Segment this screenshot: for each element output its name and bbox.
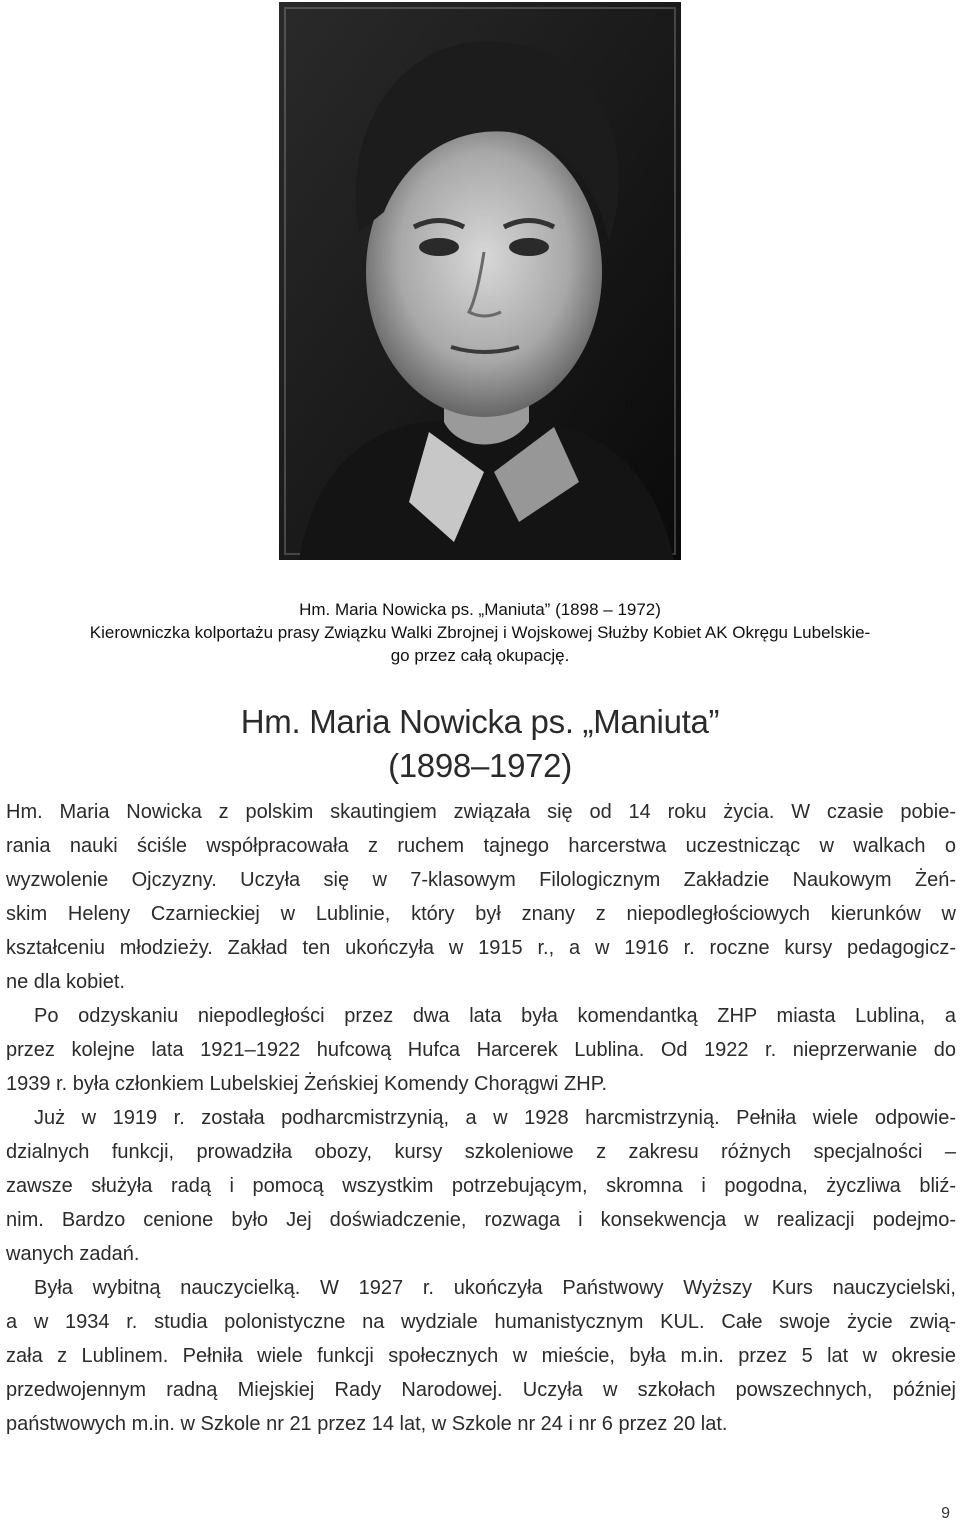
- body-line: zawsze służyła radą i pomocą wszystkim potrzebującym, skromna i pogodna, życzliwa bliź-: [6, 1175, 956, 1197]
- body-line: a w 1934 r. studia polonistyczne na wydziale humanistycznym KUL. Całe swoje życie zwią-: [6, 1311, 956, 1333]
- body-line: wyzwolenie Ojczyzny. Uczyła się w 7-klasowym Filologicznym Zakładzie Naukowym Żeń-: [6, 869, 956, 891]
- page-number: 9: [941, 1505, 950, 1522]
- body-line: kształceniu młodzieży. Zakład ten ukończyła w 1915 r., a w 1916 r. roczne kursy pedagogicz-: [6, 937, 956, 959]
- body-line: dzialnych funkcji, prowadziła obozy, kursy szkoleniowe z zakresu różnych specjalności –: [6, 1141, 956, 1163]
- body-line: Hm. Maria Nowicka z polskim skautingiem związała się od 14 roku życia. W czasie pobie-: [6, 801, 956, 823]
- body-line: Już w 1919 r. została podharcmistrzynią, a w 1928 harcmistrzynią. Pełniła wiele odpowie-: [34, 1107, 956, 1129]
- body-line: Była wybitną nauczycielką. W 1927 r. ukończyła Państwowy Wyższy Kurs nauczycielski,: [34, 1277, 956, 1299]
- article-body: [6, 795, 956, 1441]
- body-line: nim. Bardzo cenione było Jej doświadczenie, rozwaga i konsekwencja w realizacji podejmo-: [6, 1209, 956, 1231]
- body-line: państwowych m.in. w Szkole nr 21 przez 14 lat, w Szkole nr 24 i nr 6 przez 20 lat.: [6, 1413, 728, 1435]
- caption-line: Hm. Maria Nowicka ps. „Maniuta” (1898 – 1972): [299, 600, 661, 619]
- article-heading: [0, 700, 960, 788]
- photo-caption: [0, 598, 960, 667]
- heading-dates: (1898–1972): [388, 747, 572, 784]
- body-line: przedwojennym radną Miejskiej Rady Narodowej. Uczyła w szkołach powszechnych, później: [6, 1379, 956, 1401]
- heading-title: Hm. Maria Nowicka ps. „Maniuta”: [240, 703, 720, 740]
- body-line: przez kolejne lata 1921–1922 hufcową Hufca Harcerek Lublina. Od 1922 r. nieprzerwanie do: [6, 1039, 956, 1061]
- caption-line: go przez całą okupację.: [390, 646, 570, 665]
- portrait-photo: [279, 2, 681, 560]
- body-line: skim Heleny Czarnieckiej w Lublinie, który był znany z niepodległościowych kierunków w: [6, 903, 956, 925]
- body-line: ne dla kobiet.: [6, 971, 125, 993]
- portrait-photo-icon: [279, 2, 681, 560]
- body-line: zała z Lublinem. Pełniła wiele funkcji społecznych w mieście, była m.in. przez 5 lat w okresie: [6, 1345, 956, 1367]
- body-line: Po odzyskaniu niepodległości przez dwa lata była komendantką ZHP miasta Lublina, a: [34, 1005, 956, 1027]
- body-line: wanych zadań.: [6, 1243, 140, 1265]
- body-line: 1939 r. była członkiem Lubelskiej Żeńskiej Komendy Chorągwi ZHP.: [6, 1073, 608, 1095]
- caption-line: Kierowniczka kolportażu prasy Związku Walki Zbrojnej i Wojskowej Służby Kobiet AK Okręgu Lubelskie-: [89, 623, 871, 642]
- body-line: rania nauki ściśle współpracowała z ruchem tajnego harcerstwa uczestnicząc w walkach o: [6, 835, 956, 857]
